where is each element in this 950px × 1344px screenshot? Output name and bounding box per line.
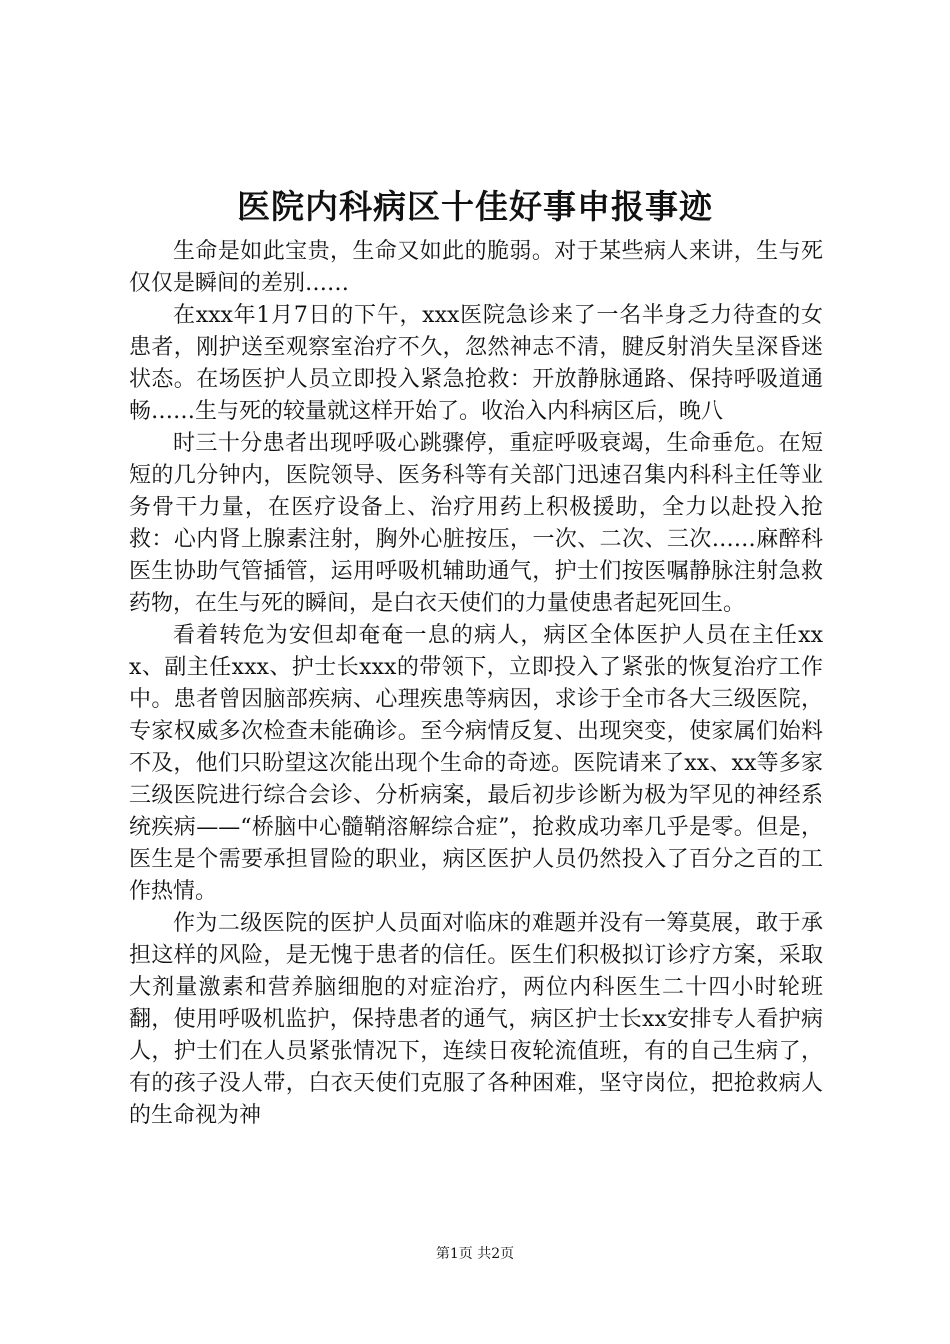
page-title: 医院内科病区十佳好事申报事迹: [237, 187, 713, 226]
document-body: [129, 236, 823, 1132]
paragraph-2: 在xxx年1月7日的下午，xxx医院急诊来了一名半身乏力待查的女患者，刚护送至观察室治疗不久，忽然神志不清，腱反射消失呈深昏迷状态。在场医护人员立即投入紧急抢救：开放静脉通路、保持呼吸道通畅……生与死的较量就这样开始了。收治入内科病区后，晚八: [129, 303, 823, 424]
paragraph-1: 生命是如此宝贵，生命又如此的脆弱。对于某些病人来讲，生与死仅仅是瞬间的差别……: [129, 239, 823, 296]
paragraph-3: 时三十分患者出现呼吸心跳骤停，重症呼吸衰竭，生命垂危。在短短的几分钟内，医院领导、医务科等有关部门迅速召集内科科主任等业务骨干力量，在医疗设备上、治疗用药上积极援助，全力以赴投入抢救：心内肾上腺素注射，胸外心脏按压，一次、二次、三次……麻醉科医生协助气管插管，运用呼吸机辅助通气，护士们按医嘱静脉注射急救药物，在生与死的瞬间，是白衣天使们的力量使患者起死回生。: [129, 431, 823, 616]
page-number-footer: 第1页 共2页: [435, 1246, 515, 1262]
paragraph-5: 作为二级医院的医护人员面对临床的难题并没有一筹莫展，敢于承担这样的风险，是无愧于患者的信任。医生们积极拟订诊疗方案，采取大剂量激素和营养脑细胞的对症治疗，两位内科医生二十四小时轮班翻，使用呼吸机监护，保持患者的通气，病区护士长xx安排专人看护病人，护士们在人员紧张情况下，连续日夜轮流值班，有的自己生病了，有的孩子没人带，白衣天使们克服了各种困难，坚守岗位，把抢救病人的生命视为神: [129, 911, 823, 1128]
paragraph-4: 看着转危为安但却奄奄一息的病人，病区全体医护人员在主任xxx、副主任xxx、护士长xxx的带领下，立即投入了紧张的恢复治疗工作中。患者曾因脑部疾病、心理疾患等病因，求诊于全市各大三级医院，专家权威多次检查未能确诊。至今病情反复、出现突变，使家属们始料不及，他们只盼望这次能出现个生命的奇迹。医院请来了xx、xx等多家三级医院进行综合会诊、分析病案，最后初步诊断为极为罕见的神经系统疾病——“桥脑中心髓鞘溶解综合症”，抢救成功率几乎是零。但是，医生是个需要承担冒险的职业，病区医护人员仍然投入了百分之百的工作热情。: [129, 623, 823, 904]
